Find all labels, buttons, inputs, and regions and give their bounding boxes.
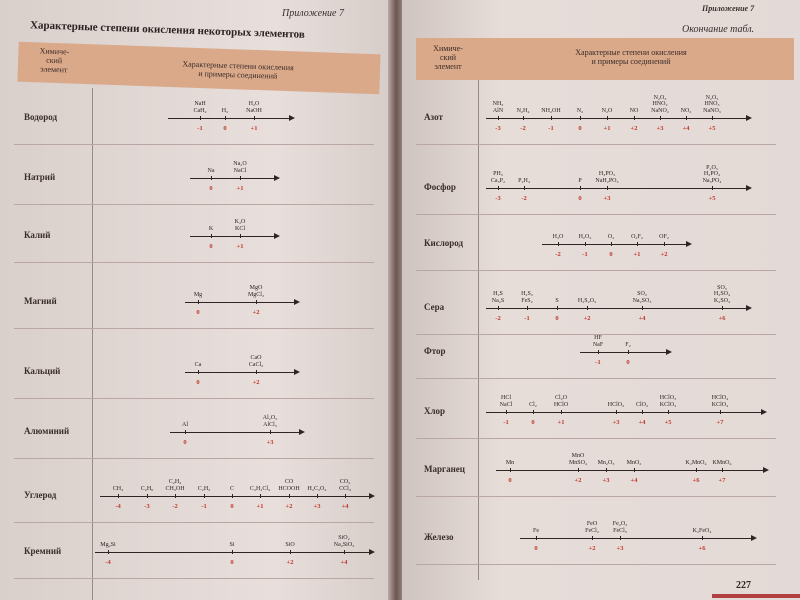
oxidation-state: +3: [266, 439, 274, 446]
oxidation-state: 0: [578, 195, 582, 202]
oxidation-axis: [486, 118, 747, 119]
axis-tick: [712, 116, 713, 120]
header-states-col: Характерные степени окисления и примеры соединений: [182, 59, 294, 81]
compound-example: Cl₂O HClO: [553, 395, 569, 408]
compound-example: N₂O: [601, 107, 613, 114]
oxidation-state: +1: [557, 419, 565, 426]
oxidation-state: +2: [252, 309, 260, 316]
oxidation-state: +1: [256, 503, 264, 510]
axis-tick: [118, 494, 119, 498]
oxidation-state: -3: [495, 125, 501, 132]
compound-example: Mg₂Si: [100, 541, 116, 548]
element-name: Хлор: [424, 406, 446, 416]
row-divider: [14, 328, 374, 329]
compound-example: N₂O₃ HNO₂ NaNO₂: [651, 94, 669, 114]
oxidation-state: 0: [223, 125, 227, 132]
oxidation-state: +5: [708, 125, 716, 132]
row-divider: [14, 204, 374, 205]
compound-example: C₂H₂: [197, 485, 211, 492]
compound-example: H₃PO₃ NaH₂PO₃: [595, 171, 619, 184]
compound-example: Mn₂O₃: [597, 459, 615, 466]
axis-tick: [628, 350, 629, 354]
oxidation-state: +1: [250, 125, 258, 132]
oxidation-state: -4: [105, 559, 111, 566]
row-divider: [416, 438, 776, 439]
oxidation-state: +1: [236, 185, 244, 192]
oxidation-state: 0: [555, 315, 559, 322]
oxidation-state: 0: [626, 359, 630, 366]
axis-tick: [204, 494, 205, 498]
compound-example: HClO₂: [607, 401, 625, 408]
oxidation-state: 0: [534, 545, 538, 552]
axis-tick: [606, 468, 607, 472]
compound-example: N₂H₄: [516, 107, 530, 114]
element-name: Железо: [424, 532, 454, 542]
axis-tick: [523, 116, 524, 120]
oxidation-state: +7: [718, 477, 726, 484]
row-divider: [14, 262, 374, 263]
axis-tick: [580, 116, 581, 120]
axis-tick: [642, 306, 643, 310]
compound-example: FeO FeCl₂: [585, 521, 599, 534]
axis-tick: [211, 234, 212, 238]
oxidation-state: +5: [664, 419, 672, 426]
axis-tick: [256, 300, 257, 304]
element-name: Фтор: [424, 346, 446, 356]
axis-tick: [317, 494, 318, 498]
compound-example: NH₃ AlN: [492, 101, 504, 114]
compound-example: MnO MnSO₄: [568, 453, 588, 466]
axis-tick: [200, 116, 201, 120]
compound-example: H₂O NaOH: [246, 101, 262, 114]
oxidation-state: 0: [209, 185, 213, 192]
oxidation-state: +3: [602, 477, 610, 484]
axis-tick: [290, 550, 291, 554]
oxidation-state: -2: [521, 195, 527, 202]
oxidation-state: -1: [595, 359, 601, 366]
row-divider: [14, 522, 374, 523]
element-name: Алюминий: [24, 426, 70, 436]
axis-tick: [254, 116, 255, 120]
axis-tick: [598, 350, 599, 354]
axis-tick: [498, 186, 499, 190]
compound-example: C: [229, 485, 235, 492]
element-name: Кальций: [24, 366, 61, 376]
oxidation-axis: [190, 178, 275, 179]
axis-tick: [686, 116, 687, 120]
page-number: 227: [736, 580, 751, 591]
compound-example: HCl NaCl: [499, 395, 513, 408]
axis-tick: [260, 494, 261, 498]
oxidation-state: -1: [582, 251, 588, 258]
row-divider: [14, 578, 374, 579]
compound-example: Fe₂O₃ FeCl₃: [612, 521, 628, 534]
oxidation-state: -3: [144, 503, 150, 510]
axis-tick: [561, 410, 562, 414]
oxidation-state: +2: [660, 251, 668, 258]
oxidation-state: +4: [638, 419, 646, 426]
oxidation-state: +2: [583, 315, 591, 322]
compound-example: OF₂: [659, 233, 669, 240]
element-name: Углерод: [24, 490, 57, 500]
oxidation-state: -2: [172, 503, 178, 510]
element-name: Кремний: [24, 546, 62, 556]
compound-example: Ca: [194, 361, 202, 368]
element-name: Калий: [24, 230, 51, 240]
compound-example: P₂H₄: [518, 177, 530, 184]
compound-example: Al: [182, 421, 188, 428]
axis-tick: [256, 370, 257, 374]
element-name: Натрий: [24, 172, 56, 182]
axis-tick: [720, 410, 721, 414]
oxidation-state: +4: [682, 125, 690, 132]
axis-tick: [270, 430, 271, 434]
axis-tick: [240, 176, 241, 180]
oxidation-state: 0: [531, 419, 535, 426]
axis-tick: [198, 370, 199, 374]
right-page: [402, 0, 800, 600]
page-title: Характерные степени окисления некоторых элементов: [29, 19, 306, 41]
oxidation-state: +3: [616, 545, 624, 552]
compound-example: Na₂O NaCl: [233, 161, 247, 174]
axis-tick: [696, 468, 697, 472]
axis-tick: [211, 176, 212, 180]
oxidation-state: +2: [252, 379, 260, 386]
compound-example: O₂F₂: [631, 233, 643, 240]
compound-example: H₂O: [552, 233, 564, 240]
compound-example: MgO MgCl₂: [247, 285, 265, 298]
oxidation-state: 0: [609, 251, 613, 258]
compound-example: H₂O₂: [578, 233, 592, 240]
axis-tick: [637, 242, 638, 246]
oxidation-state: 0: [230, 559, 234, 566]
axis-tick: [620, 536, 621, 540]
compound-example: H₂S Na₂S: [491, 291, 505, 304]
oxidation-state: +4: [340, 559, 348, 566]
axis-tick: [185, 430, 186, 434]
axis-tick: [225, 116, 226, 120]
element-name: Марганец: [424, 464, 465, 474]
element-name: Сера: [424, 302, 445, 312]
axis-tick: [527, 306, 528, 310]
row-divider: [14, 398, 374, 399]
oxidation-state: -1: [197, 125, 203, 132]
compound-example: K₂MnO₄: [685, 459, 707, 466]
axis-tick: [702, 536, 703, 540]
compound-example: CH₄: [112, 485, 124, 492]
row-divider: [416, 496, 776, 497]
oxidation-state: 0: [508, 477, 512, 484]
axis-tick: [611, 242, 612, 246]
axis-tick: [524, 186, 525, 190]
axis-tick: [722, 306, 723, 310]
axis-tick: [557, 306, 558, 310]
table-header: [17, 42, 380, 95]
compound-example: P₂O₅ H₃PO₄ Na₃PO₄: [702, 164, 722, 184]
continuation-label: Окончание табл.: [682, 24, 755, 35]
compound-example: NaH CaH₂: [193, 101, 207, 114]
compound-example: H₂S₂ FeS₂: [521, 291, 533, 304]
compound-example: K₂FeO₄: [692, 527, 712, 534]
compound-example: N₂O₅ HNO₃ NaNO₃: [703, 94, 721, 114]
compound-example: CaO CaCl₂: [248, 355, 264, 368]
axis-tick: [664, 242, 665, 246]
compound-example: HClO₃ KClO₃: [659, 395, 677, 408]
oxidation-axis: [190, 236, 275, 237]
compound-example: PH₃ Ca₃P₂: [490, 171, 506, 184]
oxidation-axis: [185, 372, 295, 373]
oxidation-state: +3: [313, 503, 321, 510]
axis-tick: [668, 410, 669, 414]
axis-tick: [344, 550, 345, 554]
oxidation-state: -1: [503, 419, 509, 426]
table-header: [416, 38, 794, 80]
oxidation-state: +6: [692, 477, 700, 484]
compound-example: KMnO₄: [712, 459, 732, 466]
oxidation-state: +4: [341, 503, 349, 510]
compound-example: ClO₂: [635, 401, 649, 408]
compound-example: O₂: [607, 233, 615, 240]
compound-example: NH₂OH: [541, 107, 561, 114]
axis-tick: [587, 306, 588, 310]
element-name: Магний: [24, 296, 57, 306]
axis-tick: [533, 410, 534, 414]
compound-example: H₂S₂O₃: [577, 297, 597, 304]
axis-tick: [498, 116, 499, 120]
oxidation-state: +4: [630, 477, 638, 484]
axis-tick: [722, 468, 723, 472]
oxidation-axis: [100, 496, 370, 497]
appendix-label: Приложение 7: [702, 4, 755, 13]
compound-example: HClO₄ KClO₄: [711, 395, 729, 408]
compound-example: Fe: [533, 527, 539, 534]
header-element-col: Химиче- ский элемент: [433, 44, 463, 71]
compound-example: C₂H₆: [140, 485, 154, 492]
compound-example: C₂H₂Cl₄: [249, 485, 271, 492]
compound-example: Si: [229, 541, 235, 548]
header-states-col: Характерные степени окисления и примеры соединений: [575, 48, 687, 66]
oxidation-state: 0: [183, 439, 187, 446]
compound-example: Cl₂: [529, 401, 537, 408]
oxidation-state: 0: [230, 503, 234, 510]
oxidation-axis: [580, 352, 667, 353]
compound-example: N₂: [576, 107, 584, 114]
compound-example: SO₂ Na₂SO₃: [632, 291, 652, 304]
compound-example: CO HCOOH: [278, 479, 300, 492]
row-divider: [416, 144, 776, 145]
oxidation-state: +3: [656, 125, 664, 132]
oxidation-state: +4: [638, 315, 646, 322]
axis-tick: [558, 242, 559, 246]
compound-example: H₂: [221, 107, 229, 114]
compound-example: SO₃ H₂SO₄ K₂SO₄: [713, 284, 731, 304]
oxidation-state: +2: [285, 503, 293, 510]
axis-tick: [108, 550, 109, 554]
element-name: Азот: [424, 112, 443, 122]
oxidation-state: -2: [555, 251, 561, 258]
oxidation-state: -1: [201, 503, 207, 510]
axis-tick: [551, 116, 552, 120]
axis-tick: [592, 536, 593, 540]
oxidation-state: +5: [708, 195, 716, 202]
oxidation-axis: [170, 432, 300, 433]
compound-example: C₂H₄ CH₃OH: [165, 479, 185, 492]
column-divider: [478, 80, 479, 580]
oxidation-state: +2: [574, 477, 582, 484]
axis-tick: [232, 494, 233, 498]
oxidation-axis: [168, 118, 290, 119]
column-divider: [92, 88, 93, 600]
axis-tick: [580, 186, 581, 190]
compound-example: Al₂O₃ AlCl₃: [262, 415, 278, 428]
page-corner-bar: [712, 594, 800, 598]
oxidation-state: -3: [495, 195, 501, 202]
axis-tick: [660, 116, 661, 120]
compound-example: Mn: [505, 459, 515, 466]
oxidation-state: +1: [603, 125, 611, 132]
axis-tick: [289, 494, 290, 498]
oxidation-axis: [486, 308, 747, 309]
oxidation-state: +2: [588, 545, 596, 552]
oxidation-axis: [185, 302, 295, 303]
axis-tick: [585, 242, 586, 246]
compound-example: S: [555, 297, 559, 304]
oxidation-state: +6: [698, 545, 706, 552]
oxidation-state: +6: [718, 315, 726, 322]
oxidation-state: -1: [524, 315, 530, 322]
compound-example: K: [208, 225, 214, 232]
row-divider: [416, 214, 776, 215]
element-name: Фосфор: [424, 182, 456, 192]
axis-tick: [616, 410, 617, 414]
oxidation-state: -4: [115, 503, 121, 510]
axis-tick: [634, 468, 635, 472]
axis-tick: [175, 494, 176, 498]
compound-example: SiO: [285, 541, 295, 548]
oxidation-state: +2: [630, 125, 638, 132]
oxidation-axis: [486, 188, 747, 189]
oxidation-state: -1: [548, 125, 554, 132]
oxidation-state: 0: [196, 309, 200, 316]
axis-tick: [198, 300, 199, 304]
axis-tick: [607, 116, 608, 120]
oxidation-axis: [496, 470, 764, 471]
compound-example: F₂: [625, 341, 631, 348]
axis-tick: [232, 550, 233, 554]
axis-tick: [578, 468, 579, 472]
oxidation-state: -2: [520, 125, 526, 132]
oxidation-state: +2: [286, 559, 294, 566]
oxidation-state: -2: [495, 315, 501, 322]
oxidation-state: +1: [236, 243, 244, 250]
axis-tick: [240, 234, 241, 238]
compound-example: NO: [629, 107, 639, 114]
appendix-label: Приложение 7: [282, 8, 344, 19]
axis-tick: [345, 494, 346, 498]
axis-tick: [510, 468, 511, 472]
axis-tick: [642, 410, 643, 414]
compound-example: SiO₂ Na₂SiO₃: [333, 535, 355, 548]
row-divider: [14, 458, 374, 459]
compound-example: P: [578, 177, 582, 184]
axis-tick: [712, 186, 713, 190]
oxidation-state: +3: [612, 419, 620, 426]
compound-example: H₂C₂O₄: [307, 485, 327, 492]
oxidation-state: +7: [716, 419, 724, 426]
axis-tick: [634, 116, 635, 120]
oxidation-axis: [542, 244, 687, 245]
oxidation-state: 0: [196, 379, 200, 386]
compound-example: K₂O KCl: [234, 219, 246, 232]
compound-example: Na: [207, 167, 215, 174]
axis-tick: [498, 306, 499, 310]
axis-tick: [506, 410, 507, 414]
oxidation-state: +1: [633, 251, 641, 258]
compound-example: CO₂ CCl₄: [339, 479, 351, 492]
row-divider: [14, 144, 374, 145]
axis-tick: [147, 494, 148, 498]
oxidation-state: 0: [209, 243, 213, 250]
row-divider: [416, 564, 776, 565]
element-name: Кислород: [424, 238, 464, 248]
row-divider: [416, 270, 776, 271]
compound-example: Mg: [193, 291, 203, 298]
compound-example: HF NaF: [592, 335, 604, 348]
oxidation-axis: [520, 538, 752, 539]
element-name: Водород: [24, 112, 58, 122]
row-divider: [416, 378, 776, 379]
axis-tick: [536, 536, 537, 540]
compound-example: NO₂: [680, 107, 692, 114]
axis-tick: [607, 186, 608, 190]
left-page: [0, 0, 392, 600]
compound-example: MnO₂: [626, 459, 642, 466]
oxidation-state: 0: [578, 125, 582, 132]
header-element-col: Химиче- ский элемент: [39, 46, 70, 75]
oxidation-state: +3: [603, 195, 611, 202]
